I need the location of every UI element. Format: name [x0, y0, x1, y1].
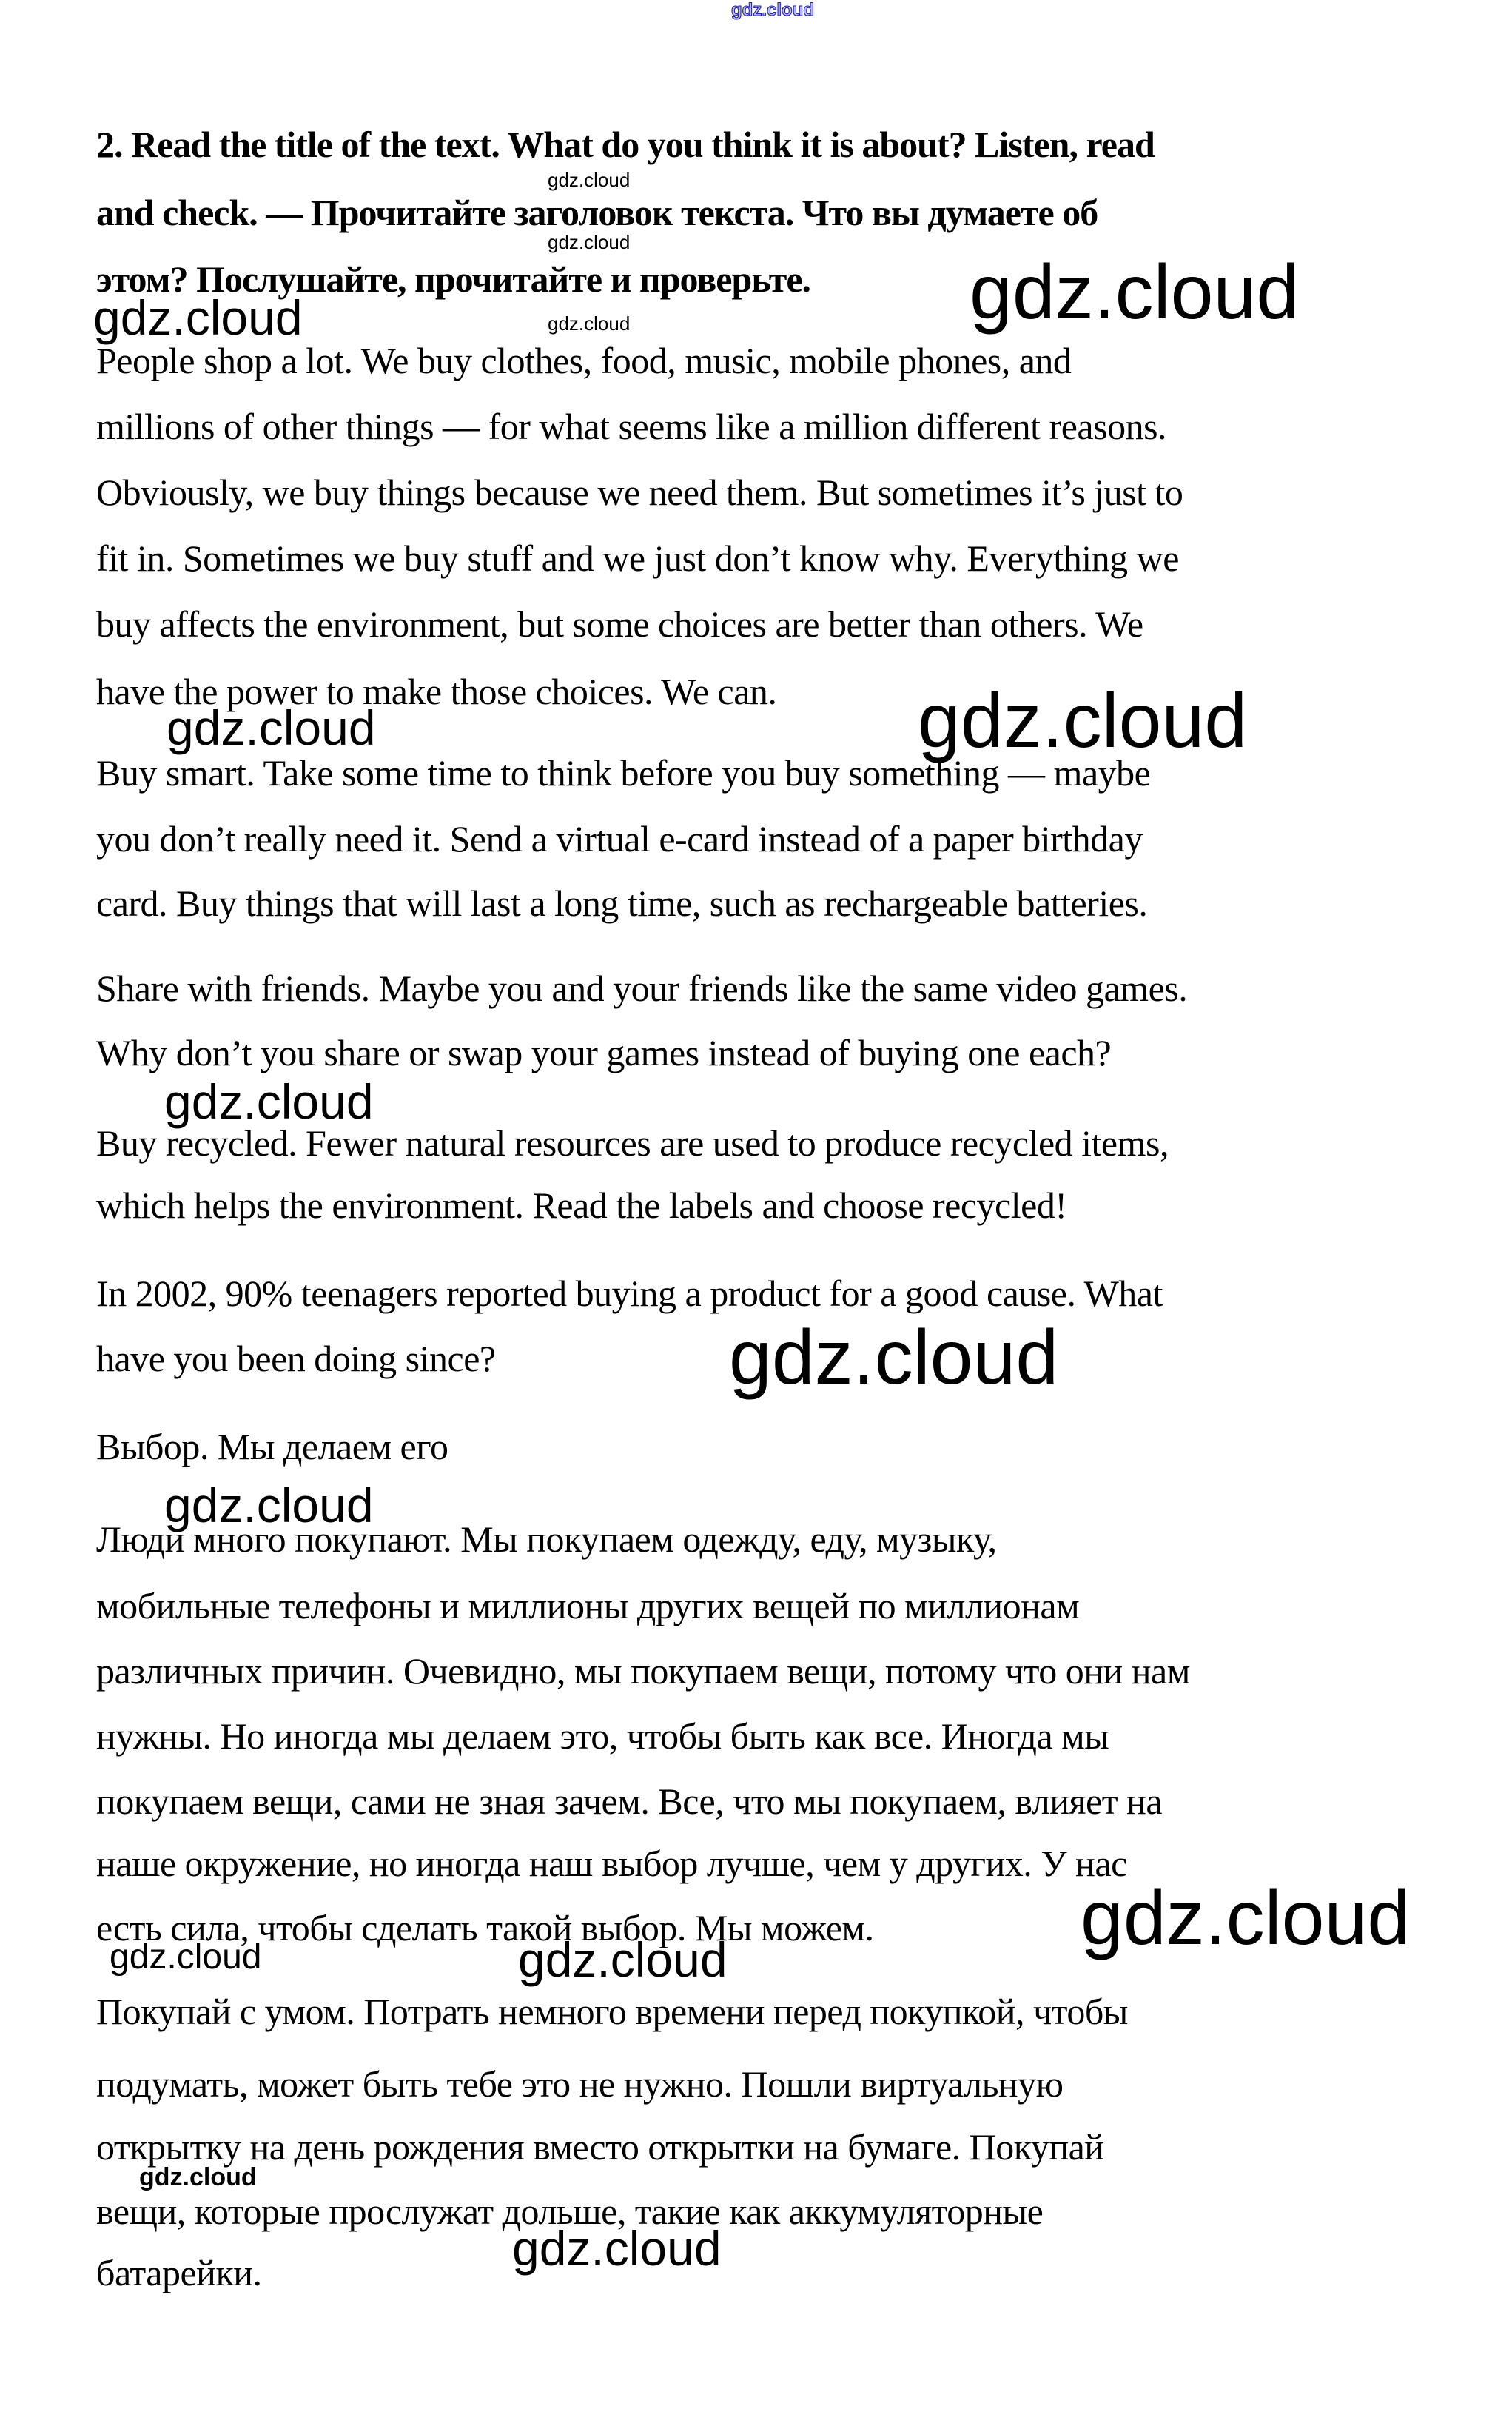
text-line-russian: Люди много покупают. Мы покупаем одежду, еду, музыку,: [96, 1518, 997, 1560]
watermark-gdz-cloud: gdz.cloud: [970, 249, 1300, 335]
text-line-russian: есть сила, чтобы сделать такой выбор. Мы можем.: [96, 1907, 874, 1948]
text-line-russian: покупаем вещи, сами не зная зачем. Все, что мы покупаем, влияет на: [96, 1780, 1163, 1822]
text-line-russian: вещи, которые прослужат дольше, такие как аккумуляторные: [96, 2191, 1044, 2232]
exercise-title-line: этом? Послушайте, прочитайте и проверьте.: [96, 258, 811, 300]
text-line-english: card. Buy things that will last a long time, such as rechargeable batteries.: [96, 882, 1148, 924]
watermark-gdz-cloud: gdz.cloud: [548, 312, 631, 335]
text-line-russian: различных причин. Очевидно, мы покупаем вещи, потому что они нам: [96, 1650, 1190, 1692]
text-line-english: Buy smart. Take some time to think before you buy something — maybe: [96, 752, 1151, 794]
text-line-english: you don’t really need it. Send a virtual e-card instead of a paper birthday: [96, 818, 1143, 860]
text-line-english: buy affects the environment, but some choices are better than others. We: [96, 603, 1143, 645]
watermark-gdz-cloud: gdz.cloud: [93, 290, 303, 345]
translation-heading: Выбор. Мы делаем его: [96, 1426, 448, 1467]
watermark-gdz-cloud: gdz.cloud: [548, 231, 631, 253]
text-line-russian: подумать, может быть тебе это не нужно. Пошли виртуальную: [96, 2063, 1064, 2105]
text-line-english: millions of other things — for what seems like a million different reasons.: [96, 406, 1167, 447]
watermark-gdz-cloud: gdz.cloud: [1081, 1875, 1411, 1961]
text-line-english: Obviously, we buy things because we need them. But sometimes it’s just to: [96, 472, 1183, 513]
text-line-russian: Покупай с умом. Потрать немного времени перед покупкой, чтобы: [96, 1991, 1128, 2032]
text-line-english: In 2002, 90% teenagers reported buying a product for a good cause. What: [96, 1273, 1163, 1314]
text-line-russian: батарейки.: [96, 2252, 262, 2293]
text-line-english: have the power to make those choices. We can.: [96, 671, 777, 712]
watermark-gdz-cloud: gdz.cloud: [164, 1074, 374, 1129]
text-line-english: which helps the environment. Read the labels and choose recycled!: [96, 1184, 1067, 1226]
text-line-english: Share with friends. Maybe you and your friends like the same video games.: [96, 968, 1188, 1009]
text-line-english: People shop a lot. We buy clothes, food, music, mobile phones, and: [96, 340, 1072, 381]
watermark-gdz-cloud: gdz.cloud: [110, 1937, 262, 1977]
text-line-russian: наше окружение, но иногда наш выбор лучше, чем у других. У нас: [96, 1843, 1127, 1884]
watermark-gdz-cloud: gdz.cloud: [729, 1315, 1059, 1401]
exercise-title-line: 2. Read the title of the text. What do you think it is about? Listen, read: [96, 124, 1155, 165]
text-line-english: Why don’t you share or swap your games instead of buying one each?: [96, 1032, 1112, 1073]
text-line-russian: открытку на день рождения вместо открытки на бумаге. Покупай: [96, 2126, 1104, 2168]
watermark-gdz-cloud: gdz.cloud: [548, 169, 631, 191]
exercise-title-line: and check. — Прочитайте заголовок текста. Что вы думаете об: [96, 192, 1098, 233]
text-line-english: have you been doing since?: [96, 1338, 496, 1379]
watermark-gdz-cloud: gdz.cloud: [518, 1932, 728, 1987]
text-line-english: fit in. Sometimes we buy stuff and we just don’t know why. Everything we: [96, 537, 1179, 579]
watermark-gdz-cloud: gdz.cloud: [918, 678, 1248, 764]
watermark-gdz-cloud: gdz.cloud: [167, 700, 376, 755]
watermark-gdz-cloud: gdz.cloud: [731, 0, 814, 20]
watermark-gdz-cloud: gdz.cloud: [139, 2163, 257, 2191]
watermark-gdz-cloud: gdz.cloud: [512, 2221, 722, 2276]
text-line-russian: мобильные телефоны и миллионы других вещей по миллионам: [96, 1585, 1080, 1626]
text-line-russian: нужны. Но иногда мы делаем это, чтобы быть как все. Иногда мы: [96, 1715, 1109, 1757]
watermark-gdz-cloud: gdz.cloud: [164, 1478, 374, 1532]
text-line-english: Buy recycled. Fewer natural resources are used to produce recycled items,: [96, 1122, 1169, 1164]
